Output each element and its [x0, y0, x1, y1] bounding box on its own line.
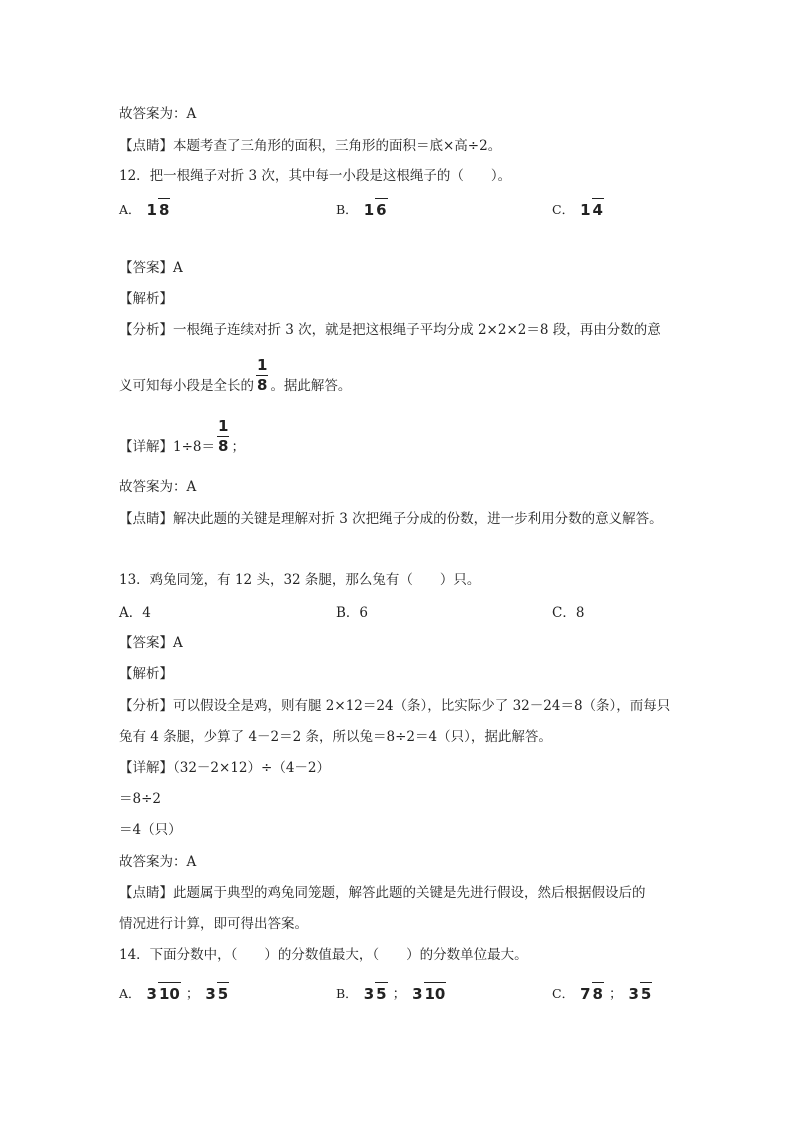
option-label: B．	[336, 202, 358, 217]
fraction: 1 4	[579, 203, 604, 218]
option-label: C．	[552, 202, 575, 217]
fraction: 1 8	[146, 203, 171, 218]
option-label: C．	[552, 986, 575, 1001]
q13-option-c: C．8	[552, 605, 585, 621]
q12-option-a	[119, 200, 172, 218]
q13-option-a: A．4	[119, 605, 151, 621]
q14-option-a	[119, 982, 231, 1002]
fraction: 3 5	[363, 987, 388, 1002]
detail-13-line2: ＝8÷2	[119, 791, 161, 807]
analysis-heading-12: 【解析】	[119, 291, 173, 307]
option-label: A．	[119, 202, 141, 217]
analysis-13-line1: 【分析】可以假设全是鸡，则有腿 2×12＝24（条），比实际少了 32－24＝8（条），而每只	[119, 698, 671, 714]
analysis-12-line1: 【分析】一根绳子连续对折 3 次，就是把这根绳子平均分成 2×2×2＝8 段，再由分数的意	[119, 322, 661, 338]
separator: ；	[392, 986, 407, 1002]
analysis-12-line2: 义可知每小段是全长的 $\frac{1}{8}$ 。据此解答。	[119, 356, 352, 394]
q14-option-b	[336, 982, 448, 1002]
fraction: 3 10	[411, 987, 446, 1002]
detail-12: 【详解】1÷8＝ $\frac{1}{8}$ ；	[119, 417, 245, 455]
fraction: 7 8	[579, 987, 604, 1002]
fraction: 3 5	[627, 987, 652, 1002]
fraction: 3 10	[146, 987, 181, 1002]
comment-13-line2: 情况进行计算，即可得出答案。	[119, 916, 308, 932]
answer-13: 【答案】A	[119, 635, 183, 651]
fraction: 1 6	[363, 203, 388, 218]
q14-option-c	[552, 982, 654, 1002]
fraction: 3 5	[204, 987, 229, 1002]
answer-conclusion-12: 故答案为：A	[119, 479, 197, 495]
q12-option-c	[552, 200, 606, 218]
answer-conclusion-11: 故答案为：A	[119, 106, 197, 122]
answer-12: 【答案】A	[119, 260, 183, 276]
q13-option-b: B．6	[336, 605, 369, 621]
detail-13-line3: ＝4（只）	[119, 822, 182, 838]
question-12-stem: 12．把一根绳子对折 3 次，其中每一小段是这根绳子的（ ）。	[119, 168, 512, 184]
answer-conclusion-13: 故答案为：A	[119, 854, 197, 870]
question-13-stem: 13．鸡兔同笼，有 12 头，32 条腿，那么兔有（ ）只。	[119, 572, 481, 588]
option-label: B．	[336, 986, 358, 1001]
analysis-13-line2: 兔有 4 条腿，少算了 4－2＝2 条，所以兔＝8÷2＝4（只），据此解答。	[119, 729, 552, 745]
comment-12: 【点睛】解决此题的关键是理解对折 3 次把绳子分成的份数，进一步利用分数的意义解答。	[119, 511, 663, 527]
separator: ；	[185, 986, 200, 1002]
fraction: $\frac{1}{8}$	[218, 417, 229, 455]
separator: ；	[608, 986, 623, 1002]
comment-13-line1: 【点睛】此题属于典型的鸡兔同笼题，解答此题的关键是先进行假设，然后根据假设后的	[119, 885, 646, 901]
fraction: $\frac{1}{8}$	[257, 356, 268, 394]
question-14-stem: 14．下面分数中，（ ）的分数值最大，（ ）的分数单位最大。	[119, 947, 528, 963]
comment-11: 【点睛】本题考查了三角形的面积，三角形的面积＝底×高÷2。	[119, 138, 502, 154]
q12-option-b	[336, 200, 390, 218]
option-label: A．	[119, 986, 141, 1001]
analysis-heading-13: 【解析】	[119, 666, 173, 682]
detail-13-line1: 【详解】（32－2×12）÷（4－2）	[119, 760, 330, 776]
